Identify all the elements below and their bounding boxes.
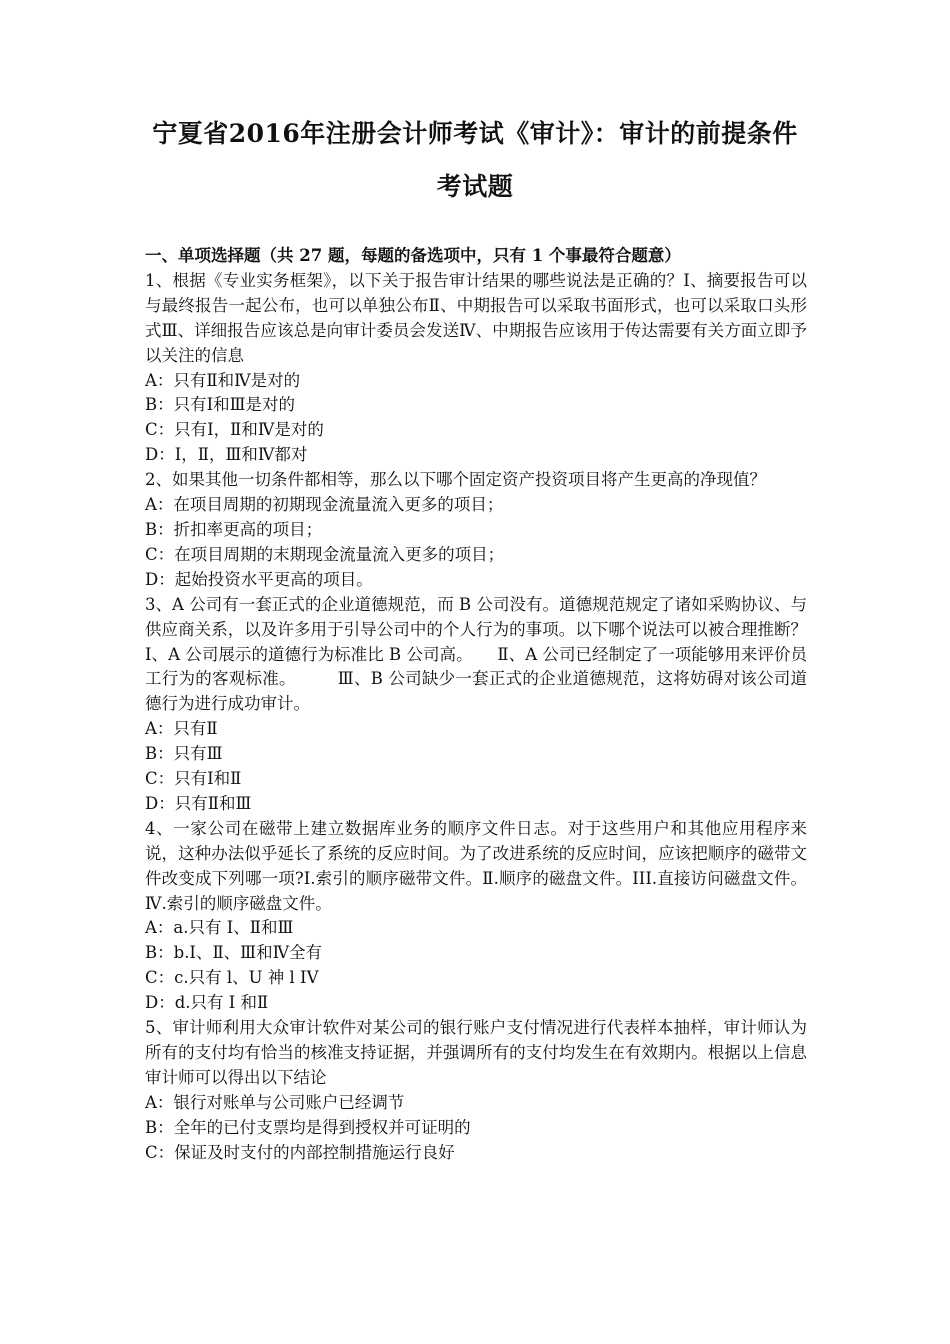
question-2-option-c: C：在项目周期的末期现金流量流入更多的项目； [145, 544, 505, 564]
question-3-text: 3、A 公司有一套正式的企业道德规范，而 B 公司没有。道德规范规定了诸如采购协议、与供应商关系，以及许多用于引导公司中的个人行为的事项。以下哪个说法可以被合理推断？ Ⅰ、A 公司展示的道德行为标准比 B 公司高。 Ⅱ、A 公司已经制定了一项能够用来评价员工行为的客观标准。 Ⅲ、B 公司缺少一套正式的企业道德规范，这将妨碍对该公司道德行为进行成功审计。 [145, 594, 857, 714]
question-4-option-b: B：b.I、Ⅱ、Ⅲ和Ⅳ全有 [145, 943, 323, 963]
question-4-option-d: D：d.只有 I 和Ⅱ [145, 993, 269, 1013]
question-2-option-a: A：在项目周期的初期现金流量流入更多的项目； [145, 495, 504, 515]
question-1-text: 1、根据《专业实务框架》，以下关于报告审计结果的哪些说法是正确的？Ⅰ、摘要报告可以与最终报告一起公布，也可以单独公布Ⅱ、中期报告可以采取书面形式，也可以采取口头形式Ⅲ、详细报告应该总是向审计委员会发送Ⅳ、中期报告应该用于传达需要有关方面立即予以关注的信息 [145, 270, 807, 365]
question-2-option-d: D：起始投资水平更高的项目。 [145, 569, 373, 589]
question-1-option-a: A：只有Ⅱ和Ⅳ是对的 [145, 370, 301, 390]
question-2-option-b: B：折扣率更高的项目； [145, 519, 323, 539]
question-4-option-c: C：c.只有 l、U 神 l IV [145, 968, 319, 988]
question-5-text: 5、审计师利用大众审计软件对某公司的银行账户支付情况进行代表样本抽样，审计师认为所有的支付均有恰当的核准支持证据，并强调所有的支付均发生在有效期内。根据以上信息审计师可以得出以下结论 [145, 1018, 807, 1087]
question-5-option-a: A：银行对账单与公司账户已经调节 [145, 1092, 405, 1112]
question-5-option-b: B：全年的已付支票均是得到授权并可证明的 [145, 1117, 471, 1137]
question-3-option-a: A：只有Ⅱ [145, 719, 218, 739]
question-5-option-c: C：保证及时支付的内部控制措施运行良好 [145, 1142, 455, 1162]
section-heading: 一、单项选择题（共 27 题，每题的备选项中，只有 1 个事最符合题意） [145, 246, 681, 265]
document-body [145, 244, 857, 1166]
document-title-line-2: 考试题 [436, 172, 514, 201]
document-title-line-1: 宁夏省2016年注册会计师考试《审计》：审计的前提条件 [152, 119, 798, 148]
question-1-option-d: D：Ⅰ，Ⅱ，Ⅲ和Ⅳ都对 [145, 445, 308, 465]
question-2-text: 2、如果其他一切条件都相等，那么以下哪个固定资产投资项目将产生更高的净现值？ [145, 470, 766, 490]
question-3-option-d: D：只有Ⅱ和Ⅲ [145, 793, 252, 813]
question-4-option-a: A：a.只有 I、Ⅱ和Ⅲ [145, 918, 294, 938]
question-4-text: 4、一家公司在磁带上建立数据库业务的顺序文件日志。对于这些用户和其他应用程序来说，这种办法似乎延长了系统的反应时间。为了改进系统的反应时间，应该把顺序的磁带文件改变成下列哪一项?I.索引的顺序磁带文件。Ⅱ.顺序的磁盘文件。III.直接访问磁盘文件。Ⅳ.索引的顺序磁盘文件。 [145, 818, 807, 913]
question-3-option-c: C：只有Ⅰ和Ⅱ [145, 769, 242, 789]
question-1-option-b: B：只有Ⅰ和Ⅲ是对的 [145, 395, 296, 415]
question-3-option-b: B：只有Ⅲ [145, 744, 223, 764]
question-1-option-c: C：只有Ⅰ，Ⅱ和Ⅳ是对的 [145, 420, 324, 440]
